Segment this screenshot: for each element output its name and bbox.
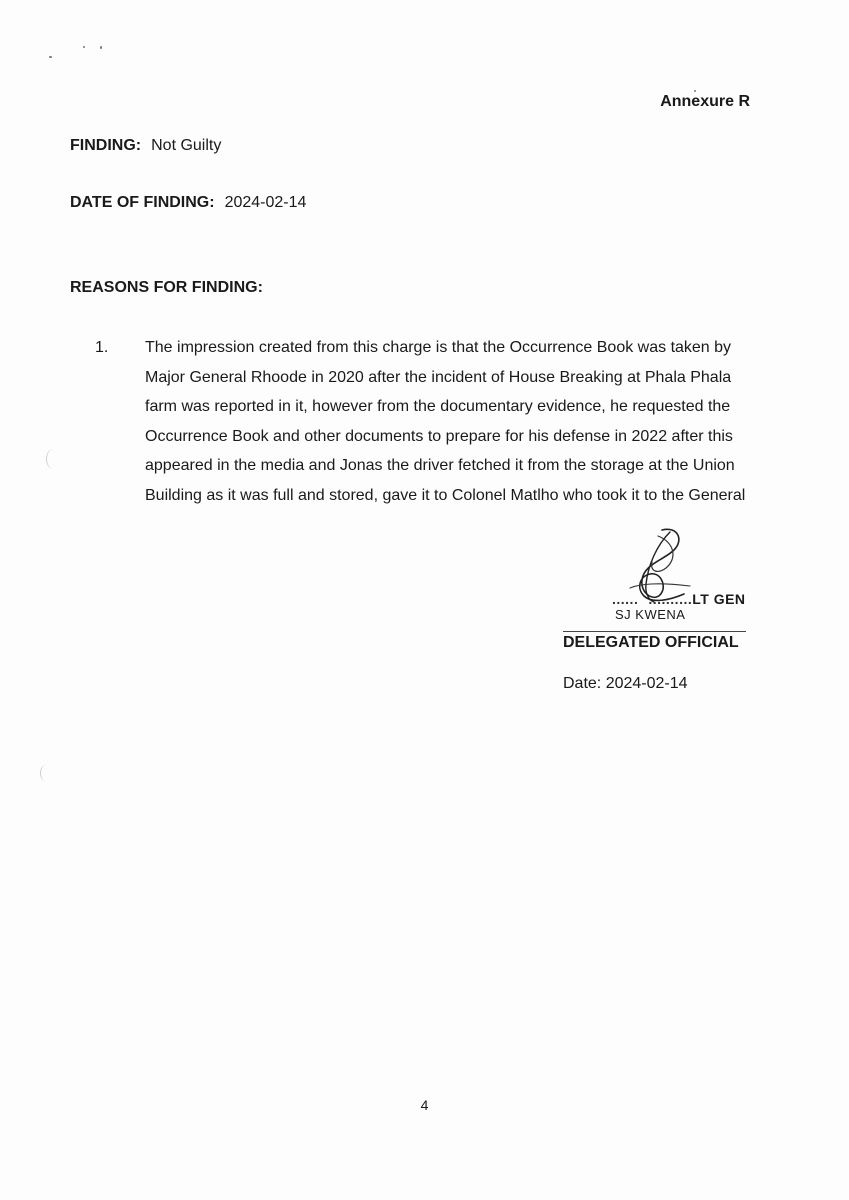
signature-line [612, 591, 746, 607]
reason-line: Major General Rhoode in 2020 after the incident of House Breaking at Phala Phala [145, 368, 732, 386]
scan-speck [49, 56, 52, 58]
scan-speck [100, 46, 102, 49]
reason-item [95, 333, 765, 510]
reason-text [145, 333, 765, 510]
signature-date: Date: 2024-02-14 [563, 675, 688, 692]
signature-dots: .......... [648, 591, 693, 607]
date-of-finding-value: 2024-02-14 [224, 194, 307, 211]
reason-number: 1. [95, 339, 109, 356]
scan-artifact [40, 765, 51, 781]
reason-line: Occurrence Book and other documents to prepare for his defense in 2022 after this [145, 427, 733, 445]
signatory-title: DELEGATED OFFICIAL [563, 634, 739, 651]
scan-speck [83, 46, 85, 48]
reason-line: The impression created from this charge is that the Occurrence Book was taken by [145, 339, 732, 356]
signature-dots: ...... [612, 591, 639, 607]
reason-line: farm was reported in it, however from the documentary evidence, he requested the [145, 398, 731, 415]
reason-line: Building as it was full and stored, gave it to Colonel Matlho who took it to the General [145, 486, 746, 504]
page-number: 4 [420, 1097, 429, 1113]
finding-value: Not Guilty [151, 137, 222, 154]
finding-line [70, 137, 221, 155]
date-of-finding-label: DATE OF FINDING: [70, 194, 215, 211]
signatory-name: SJ KWENA [615, 607, 686, 622]
signatory-rank: LT GEN [692, 591, 746, 607]
scan-speck [694, 90, 696, 92]
finding-label: FINDING: [70, 137, 142, 154]
signature-divider [563, 631, 746, 632]
scan-artifact [46, 449, 61, 469]
reason-line: appeared in the media and Jonas the driver fetched it from the storage at the Union [145, 457, 735, 474]
reasons-heading: REASONS FOR FINDING: [70, 279, 263, 296]
date-of-finding-line [70, 194, 306, 212]
annexure-label: Annexure R [660, 93, 750, 110]
